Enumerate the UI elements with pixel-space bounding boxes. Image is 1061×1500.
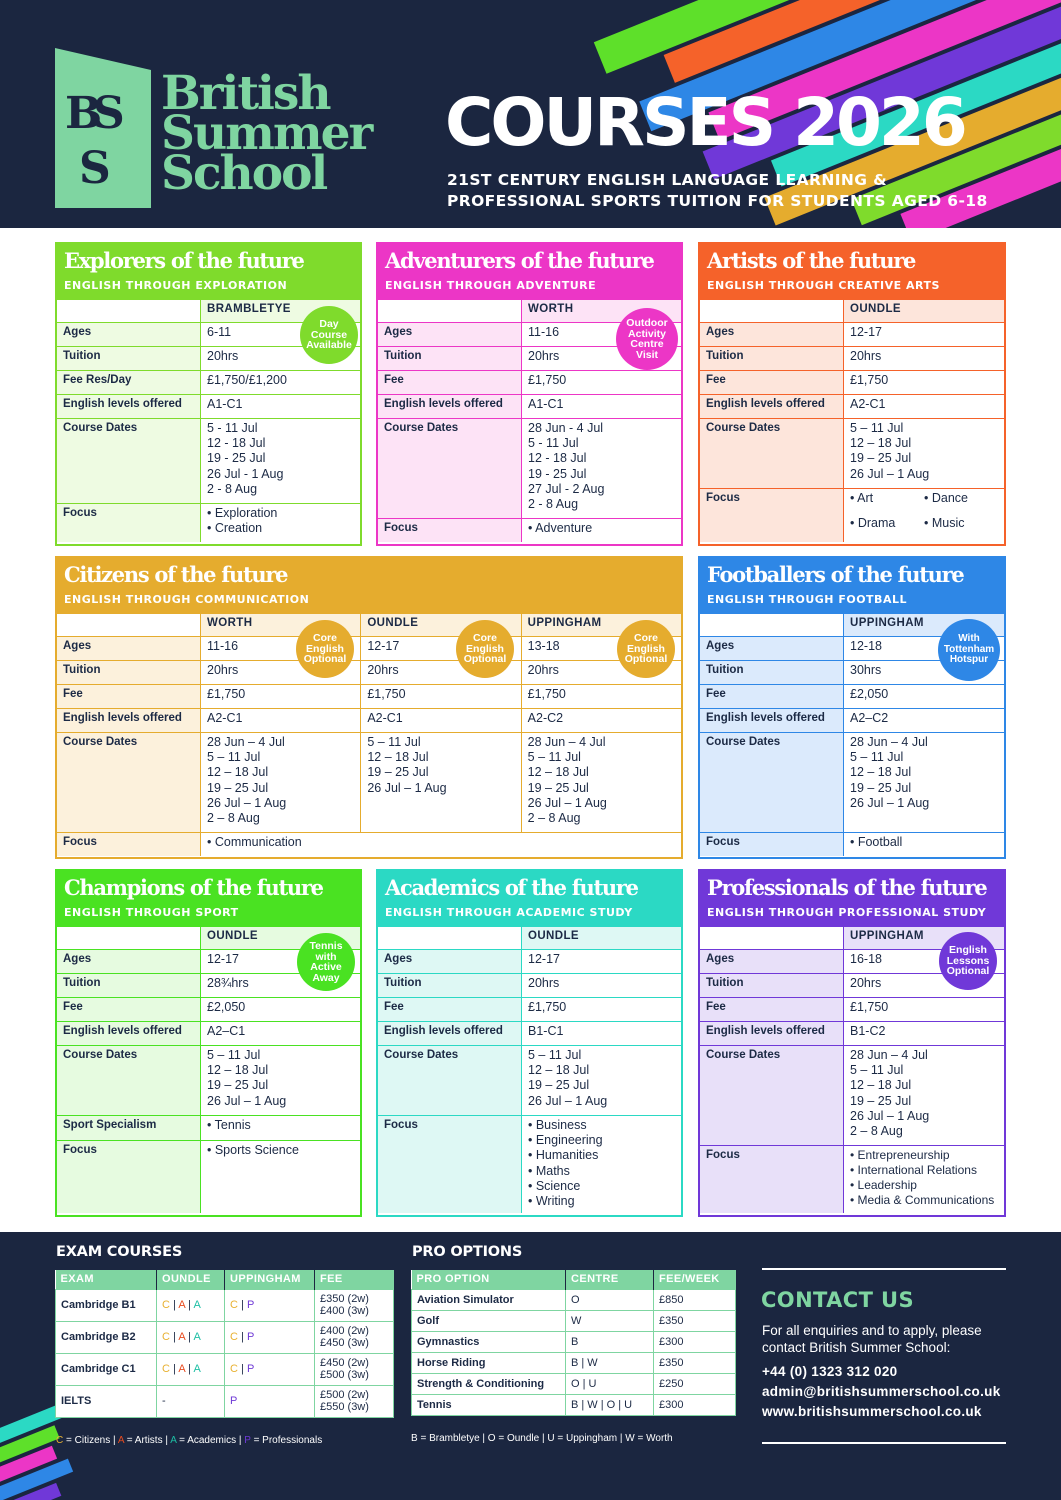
course-card-footballers bbox=[698, 556, 1006, 859]
levels-label: English levels offered bbox=[700, 395, 843, 418]
table-row bbox=[56, 1289, 394, 1321]
ages-label: Ages bbox=[378, 950, 521, 973]
ages-label: Ages bbox=[57, 950, 200, 973]
dates-label: Course Dates bbox=[57, 419, 200, 503]
card-header bbox=[378, 871, 681, 927]
course-table bbox=[378, 927, 681, 1213]
fee-label: Fee bbox=[57, 685, 200, 708]
levels-value: A2–C1 bbox=[200, 1022, 360, 1045]
table-row: Golf W £350 bbox=[412, 1310, 736, 1331]
card-title: Citizens of the future bbox=[64, 562, 288, 587]
card-header bbox=[378, 244, 681, 300]
course-table bbox=[378, 300, 681, 542]
levels-value: A1-C1 bbox=[200, 395, 360, 418]
course-card-professionals bbox=[698, 869, 1006, 1217]
exam-courses-title: EXAM COURSES bbox=[56, 1244, 183, 1260]
table-row: Horse Riding B | W £350 bbox=[412, 1352, 736, 1373]
dates-value: 28 Jun – 4 Jul 5 – 11 Jul 12 – 18 Jul 19 – 25 Jul 26 Jul – 1 Aug 2 – 8 Aug bbox=[200, 733, 360, 832]
svg-text:S: S bbox=[79, 143, 111, 194]
card-title: Artists of the future bbox=[707, 248, 916, 273]
oundle-codes: - bbox=[157, 1385, 225, 1417]
svg-text:S: S bbox=[93, 88, 125, 139]
fee-value: £2,050 bbox=[843, 685, 1004, 708]
card-header bbox=[57, 558, 681, 614]
fee-label: Fee bbox=[378, 998, 521, 1021]
focus-label: Focus bbox=[700, 833, 843, 856]
dates-value: 28 Jun – 4 Jul 5 – 11 Jul 12 – 18 Jul 19 – 25 Jul 26 Jul – 1 Aug 2 – 8 Aug bbox=[843, 1046, 1004, 1145]
focus-value: • Communication bbox=[200, 833, 681, 856]
fee-value: £1,750 bbox=[843, 998, 1004, 1021]
levels-label: English levels offered bbox=[700, 1022, 843, 1045]
card-subtitle: ENGLISH THROUGH CREATIVE ARTS bbox=[707, 279, 940, 292]
dates-value: 28 Jun - 4 Jul 5 - 11 Jul 12 - 18 Jul 19 - 25 Jul 27 Jul - 2 Aug 2 - 8 Aug bbox=[521, 419, 681, 518]
uppingham-codes: C | P bbox=[225, 1353, 315, 1385]
focus-label: Focus bbox=[57, 1141, 200, 1213]
ages-value: 13-18 bbox=[521, 637, 681, 660]
dates-label: Course Dates bbox=[700, 733, 843, 832]
header-banner bbox=[0, 0, 1061, 228]
ages-value: 11-16 bbox=[200, 637, 360, 660]
fee-value: £1,750 bbox=[200, 685, 360, 708]
ages-label: Ages bbox=[378, 323, 521, 346]
centre-name: WORTH bbox=[521, 300, 681, 322]
card-title: Professionals of the future bbox=[707, 875, 987, 900]
fee-label: Fee bbox=[700, 685, 843, 708]
exam-legend: C = Citizens | A = Artists | A = Academics | P = Professionals bbox=[56, 1435, 323, 1446]
tuition-value: 20hrs bbox=[521, 347, 681, 370]
divider bbox=[762, 1442, 1006, 1444]
focus-value: • Business • Engineering • Humanities • Maths • Science • Writing bbox=[521, 1116, 681, 1213]
tuition-value: 28¾hrs bbox=[200, 974, 360, 997]
exam-name: IELTS bbox=[56, 1385, 157, 1417]
column-header: CENTRE bbox=[566, 1270, 654, 1289]
levels-label: English levels offered bbox=[700, 709, 843, 732]
ages-value: 12-17 bbox=[843, 323, 1004, 346]
ages-value: 16-18 bbox=[843, 950, 1004, 973]
centre-name: OUNDLE bbox=[200, 927, 360, 949]
tuition-label: Tuition bbox=[57, 974, 200, 997]
card-header bbox=[700, 244, 1004, 300]
feature-badge: Core English Optional bbox=[296, 620, 354, 678]
focus-item: • Art bbox=[850, 491, 874, 505]
card-title: Footballers of the future bbox=[707, 562, 964, 587]
column-header: FEE bbox=[315, 1270, 394, 1289]
tuition-value: 20hrs bbox=[843, 347, 1004, 370]
card-title: Academics of the future bbox=[385, 875, 638, 900]
subtitle-line: 21ST CENTURY ENGLISH LANGUAGE LEARNING & bbox=[447, 171, 888, 189]
logo-mark-icon bbox=[55, 48, 151, 208]
centre-name: OUNDLE bbox=[521, 927, 681, 949]
ages-value: 11-16 bbox=[521, 323, 681, 346]
focus-value: • Entrepreneurship • International Relations • Leadership • Media & Communications bbox=[843, 1146, 1004, 1213]
sport-label: Sport Specialism bbox=[57, 1116, 200, 1140]
column-header: UPPINGHAM bbox=[225, 1270, 315, 1289]
feature-badge: Core English Optional bbox=[617, 620, 675, 678]
tuition-value: 20hrs bbox=[200, 661, 360, 684]
course-card-citizens bbox=[55, 556, 683, 859]
centre-name: OUNDLE bbox=[843, 300, 1004, 322]
levels-value: B1-C1 bbox=[521, 1022, 681, 1045]
tuition-value: 20hrs bbox=[360, 661, 520, 684]
card-header bbox=[700, 871, 1004, 927]
tuition-label: Tuition bbox=[378, 974, 521, 997]
course-card-academics bbox=[376, 869, 683, 1217]
uppingham-codes: C | P bbox=[225, 1321, 315, 1353]
fee-value: £2,050 bbox=[200, 998, 360, 1021]
levels-value: A2-C2 bbox=[521, 709, 681, 732]
dates-value: 5 – 11 Jul 12 – 18 Jul 19 – 25 Jul 26 Jul – 1 Aug bbox=[360, 733, 520, 832]
fee-label: Fee Res/Day bbox=[57, 371, 200, 394]
ages-value: 6-11 bbox=[200, 323, 360, 346]
uppingham-codes: P bbox=[225, 1385, 315, 1417]
contact-website[interactable]: www.britishsummerschool.co.uk bbox=[762, 1404, 982, 1419]
ages-value: 12-17 bbox=[200, 950, 360, 973]
column-header: PRO OPTION bbox=[412, 1270, 566, 1289]
tuition-value: 20hrs bbox=[521, 974, 681, 997]
table-row: Aviation Simulator O £850 bbox=[412, 1289, 736, 1310]
card-subtitle: ENGLISH THROUGH COMMUNICATION bbox=[64, 593, 310, 606]
tuition-label: Tuition bbox=[57, 661, 200, 684]
card-header bbox=[57, 871, 360, 927]
table-row bbox=[56, 1353, 394, 1385]
tuition-value: 20hrs bbox=[200, 347, 360, 370]
levels-value: A2-C1 bbox=[200, 709, 360, 732]
exam-fee: £450 (2w) £500 (3w) bbox=[315, 1353, 394, 1385]
focus-value: • Exploration • Creation bbox=[200, 504, 360, 542]
contact-email[interactable]: admin@britishsummerschool.co.uk bbox=[762, 1384, 1001, 1399]
focus-label: Focus bbox=[57, 504, 200, 542]
ages-label: Ages bbox=[700, 323, 843, 346]
exam-name: Cambridge B2 bbox=[56, 1321, 157, 1353]
fee-value: £1,750 bbox=[843, 371, 1004, 394]
subtitle-line: PROFESSIONAL SPORTS TUITION FOR STUDENTS AGED 6-18 bbox=[447, 192, 988, 210]
focus-item: • Dance bbox=[924, 491, 968, 505]
ages-value: 12-17 bbox=[360, 637, 520, 660]
card-subtitle: ENGLISH THROUGH ACADEMIC STUDY bbox=[385, 906, 633, 919]
levels-value: A2–C2 bbox=[843, 709, 1004, 732]
exam-fee: £400 (2w) £450 (3w) bbox=[315, 1321, 394, 1353]
exam-name: Cambridge C1 bbox=[56, 1353, 157, 1385]
fee-value: £1,750 bbox=[521, 371, 681, 394]
tuition-label: Tuition bbox=[700, 661, 843, 684]
logo-wordmark bbox=[161, 66, 372, 201]
card-title: Adventurers of the future bbox=[385, 248, 654, 273]
tuition-value: 20hrs bbox=[521, 661, 681, 684]
dates-label: Course Dates bbox=[378, 1046, 521, 1115]
tuition-value: 30hrs bbox=[843, 661, 1004, 684]
course-table bbox=[700, 927, 1004, 1213]
column-header: OUNDLE bbox=[157, 1270, 225, 1289]
focus-item: • Drama bbox=[850, 515, 896, 530]
ages-label: Ages bbox=[57, 637, 200, 660]
table-row: Tennis B | W | O | U £300 bbox=[412, 1394, 736, 1415]
fee-value: £1,750 bbox=[360, 685, 520, 708]
centre-name: UPPINGHAM bbox=[843, 927, 1004, 949]
levels-label: English levels offered bbox=[57, 395, 200, 418]
ages-label: Ages bbox=[57, 323, 200, 346]
oundle-codes: C | A | A bbox=[157, 1289, 225, 1321]
dates-value: 5 - 11 Jul 12 - 18 Jul 19 - 25 Jul 26 Jul - 1 Aug 2 - 8 Aug bbox=[200, 419, 360, 503]
card-subtitle: ENGLISH THROUGH ADVENTURE bbox=[385, 279, 597, 292]
dates-value: 5 – 11 Jul 12 – 18 Jul 19 – 25 Jul 26 Jul – 1 Aug bbox=[521, 1046, 681, 1115]
card-subtitle: ENGLISH THROUGH SPORT bbox=[64, 906, 239, 919]
focus-value: • Sports Science bbox=[200, 1141, 360, 1213]
exam-fee: £350 (2w) £400 (3w) bbox=[315, 1289, 394, 1321]
pro-legend: B = Brambletye | O = Oundle | U = Uppingham | W = Worth bbox=[411, 1433, 673, 1444]
fee-value: £1,750 bbox=[521, 998, 681, 1021]
tuition-label: Tuition bbox=[700, 347, 843, 370]
focus-label: Focus bbox=[57, 833, 200, 856]
card-subtitle: ENGLISH THROUGH FOOTBALL bbox=[707, 593, 907, 606]
levels-label: English levels offered bbox=[378, 395, 521, 418]
levels-label: English levels offered bbox=[57, 709, 200, 732]
svg-text:B: B bbox=[65, 88, 103, 139]
ages-value: 12-17 bbox=[521, 950, 681, 973]
column-header: EXAM bbox=[56, 1270, 157, 1289]
logo-line: British bbox=[161, 66, 330, 121]
feature-badge: Core English Optional bbox=[456, 620, 514, 678]
focus-label: Focus bbox=[700, 1146, 843, 1213]
levels-value: B1-C2 bbox=[843, 1022, 1004, 1045]
feature-badge: Tennis with Active Away bbox=[297, 933, 355, 991]
uppingham-codes: C | P bbox=[225, 1289, 315, 1321]
oundle-codes: C | A | A bbox=[157, 1321, 225, 1353]
sport-value: • Tennis bbox=[200, 1116, 360, 1140]
ages-label: Ages bbox=[700, 637, 843, 660]
contact-phone[interactable]: +44 (0) 1323 312 020 bbox=[762, 1364, 898, 1379]
fee-value: £1,750/£1,200 bbox=[200, 371, 360, 394]
focus-value: • Football bbox=[843, 833, 1004, 856]
card-subtitle: ENGLISH THROUGH PROFESSIONAL STUDY bbox=[707, 906, 987, 919]
divider bbox=[762, 1268, 1006, 1270]
course-card-adventurers bbox=[376, 242, 683, 546]
dates-label: Course Dates bbox=[700, 419, 843, 488]
table-row: Gymnastics B £300 bbox=[412, 1331, 736, 1352]
table-header-row bbox=[56, 1270, 394, 1289]
card-header bbox=[57, 244, 360, 300]
focus-label: Focus bbox=[378, 519, 521, 542]
fee-label: Fee bbox=[700, 998, 843, 1021]
logo-line: Summer bbox=[161, 106, 372, 161]
card-header bbox=[700, 558, 1004, 614]
tuition-label: Tuition bbox=[378, 347, 521, 370]
exam-name: Cambridge B1 bbox=[56, 1289, 157, 1321]
fee-value: £1,750 bbox=[521, 685, 681, 708]
centre-name: UPPINGHAM bbox=[843, 614, 1004, 636]
page-title: COURSES 2026 bbox=[445, 84, 965, 161]
card-subtitle: ENGLISH THROUGH EXPLORATION bbox=[64, 279, 288, 292]
card-title: Champions of the future bbox=[64, 875, 323, 900]
table-header-row bbox=[412, 1270, 736, 1289]
contact-title: CONTACT US bbox=[761, 1288, 915, 1312]
feature-badge: English Lessons Optional bbox=[939, 932, 997, 990]
pro-options-title: PRO OPTIONS bbox=[412, 1244, 523, 1260]
ages-label: Ages bbox=[700, 950, 843, 973]
card-title: Explorers of the future bbox=[64, 248, 304, 273]
feature-badge: With Tottenham Hotspur bbox=[938, 619, 1000, 681]
oundle-codes: C | A | A bbox=[157, 1353, 225, 1385]
tuition-label: Tuition bbox=[57, 347, 200, 370]
course-card-champions bbox=[55, 869, 362, 1217]
course-card-explorers bbox=[55, 242, 362, 546]
dates-label: Course Dates bbox=[57, 1046, 200, 1115]
levels-value: A2-C1 bbox=[360, 709, 520, 732]
table-row bbox=[56, 1385, 394, 1417]
logo-line: School bbox=[161, 146, 327, 201]
centre-name: UPPINGHAM bbox=[521, 614, 681, 636]
pro-options-table bbox=[411, 1270, 736, 1416]
levels-label: English levels offered bbox=[378, 1022, 521, 1045]
fee-label: Fee bbox=[57, 998, 200, 1021]
levels-value: A2-C1 bbox=[843, 395, 1004, 418]
dates-label: Course Dates bbox=[378, 419, 521, 518]
feature-badge: Outdoor Activity Centre Visit bbox=[616, 308, 678, 370]
centre-name: OUNDLE bbox=[360, 614, 520, 636]
centre-name: WORTH bbox=[200, 614, 360, 636]
fee-label: Fee bbox=[378, 371, 521, 394]
dates-value: 5 – 11 Jul 12 – 18 Jul 19 – 25 Jul 26 Jul – 1 Aug bbox=[843, 419, 1004, 488]
course-table bbox=[57, 614, 681, 856]
ages-value: 12-18 bbox=[843, 637, 1004, 660]
tuition-value: 20hrs bbox=[843, 974, 1004, 997]
levels-value: A1-C1 bbox=[521, 395, 681, 418]
course-table bbox=[700, 300, 1004, 542]
dates-value: 5 – 11 Jul 12 – 18 Jul 19 – 25 Jul 26 Jul – 1 Aug bbox=[200, 1046, 360, 1115]
focus-value bbox=[843, 489, 1004, 542]
tuition-label: Tuition bbox=[700, 974, 843, 997]
dates-value: 28 Jun – 4 Jul 5 – 11 Jul 12 – 18 Jul 19 – 25 Jul 26 Jul – 1 Aug bbox=[843, 733, 1004, 832]
dates-label: Course Dates bbox=[57, 733, 200, 832]
focus-label: Focus bbox=[700, 489, 843, 542]
course-table bbox=[57, 927, 360, 1213]
course-table bbox=[700, 614, 1004, 856]
brand-logo[interactable] bbox=[55, 48, 375, 210]
exam-courses-table bbox=[55, 1270, 394, 1418]
table-row bbox=[56, 1321, 394, 1353]
table-row: Strength & Conditioning O | U £250 bbox=[412, 1373, 736, 1394]
levels-label: English levels offered bbox=[57, 1022, 200, 1045]
centre-name: BRAMBLETYE bbox=[200, 300, 360, 322]
contact-text: For all enquiries and to apply, please contact British Summer School: bbox=[762, 1323, 982, 1355]
focus-item: • Music bbox=[924, 515, 965, 530]
course-card-artists bbox=[698, 242, 1006, 546]
dates-value: 28 Jun – 4 Jul 5 – 11 Jul 12 – 18 Jul 19 – 25 Jul 26 Jul – 1 Aug 2 – 8 Aug bbox=[521, 733, 681, 832]
dates-label: Course Dates bbox=[700, 1046, 843, 1145]
exam-fee: £500 (2w) £550 (3w) bbox=[315, 1385, 394, 1417]
fee-label: Fee bbox=[700, 371, 843, 394]
course-table bbox=[57, 300, 360, 542]
feature-badge: Day Course Available bbox=[300, 306, 358, 364]
focus-value: • Adventure bbox=[521, 519, 681, 542]
page-subtitle bbox=[447, 170, 988, 212]
column-header: FEE/WEEK bbox=[654, 1270, 736, 1289]
focus-label: Focus bbox=[378, 1116, 521, 1213]
